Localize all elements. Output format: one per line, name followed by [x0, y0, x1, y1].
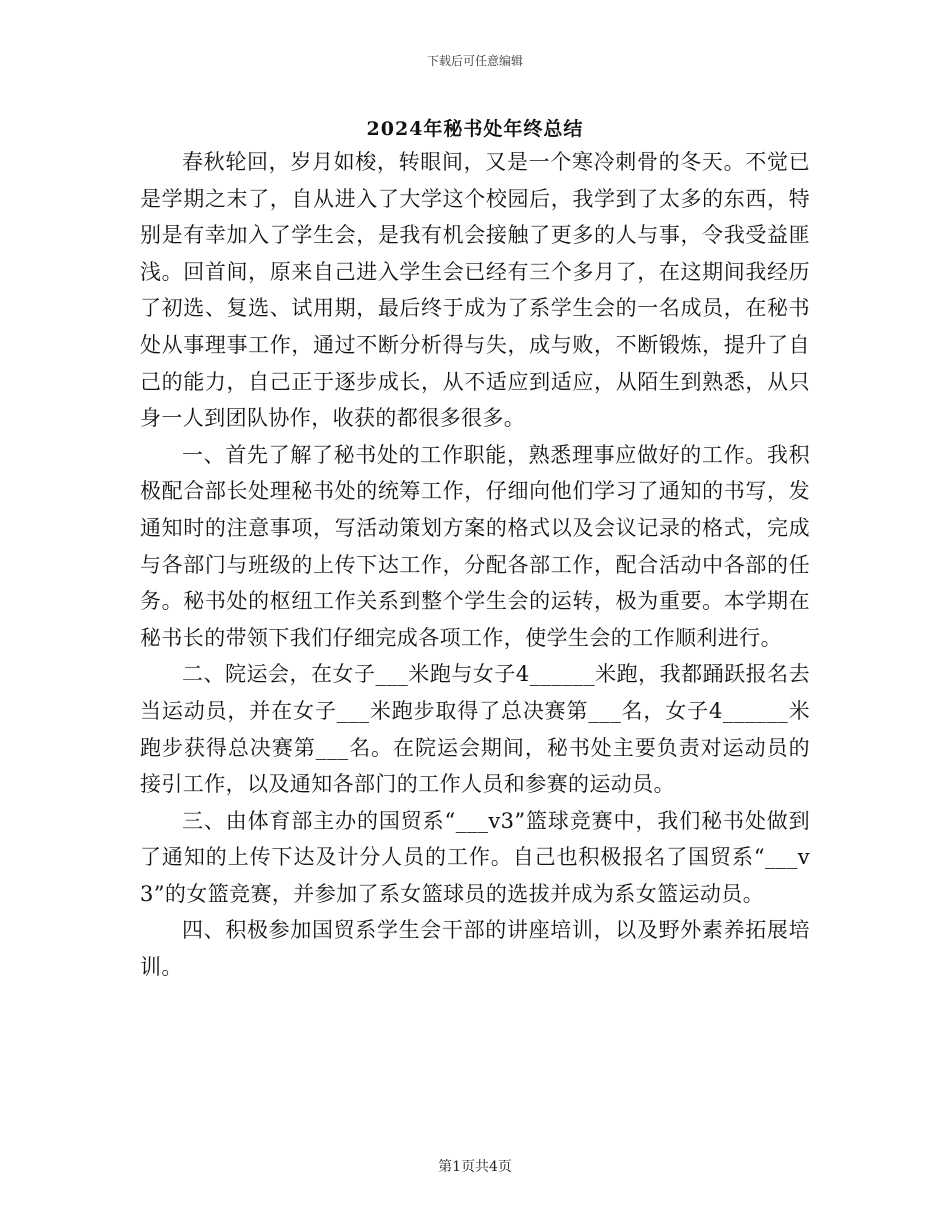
paragraph-section-3: 三、由体育部主办的国贸系“___v3”篮球竞赛中，我们秘书处做到了通知的上传下达及计分人员的工作。自己也积极报名了国贸系“___v3”的女篮竞赛，并参加了系女篮球员的选拔并成为系女篮运动员。: [140, 808, 810, 906]
paragraph-intro: 春秋轮回，岁月如梭，转眼间，又是一个寒冷刺骨的冬天。不觉已是学期之末了，自从进入了大学这个校园后，我学到了太多的东西，特别是有幸加入了学生会，是我有机会接触了更多的人与事，令我受益匪浅。回首间，原来自己进入学生会已经有三个多月了，在这期间我经历了初选、复选、试用期，最后终于成为了系学生会的一名成员，在秘书处从事理事工作，通过不断分析得与失，成与败，不断锻炼，提升了自己的能力，自己正于逐步成长，从不适应到适应，从陌生到熟悉，从只身一人到团队协作，收获的都很多很多。: [140, 150, 810, 431]
paragraph-section-1: 一、首先了解了秘书处的工作职能，熟悉理事应做好的工作。我积极配合部长处理秘书处的统筹工作，仔细向他们学习了通知的书写，发通知时的注意事项，写活动策划方案的格式以及会议记录的格式，完成与各部门与班级的上传下达工作，分配各部工作，配合活动中各部的任务。秘书处的枢纽工作关系到整个学生会的运转，极为重要。本学期在秘书长的带领下我们仔细完成各项工作，使学生会的工作顺利进行。: [140, 442, 810, 650]
page-header-note: 下载后可任意编辑: [426, 54, 523, 68]
document-title: 2024年秘书处年终总结: [366, 118, 584, 140]
page-number-footer: 第1页共4页: [438, 1159, 512, 1175]
paragraph-section-2: 二、院运会，在女子___米跑与女子4______米跑，我都踊跃报名去当运动员，并在女子___米跑步取得了总决赛第___名，女子4______米跑步获得总决赛第___名。在院运会期间，秘书处主要负责对运动员的接引工作，以及通知各部门的工作人员和参赛的运动员。: [140, 662, 810, 797]
paragraph-section-4: 四、积极参加国贸系学生会干部的讲座培训，以及野外素养拓展培训。: [140, 918, 810, 980]
document-body: [140, 144, 810, 986]
